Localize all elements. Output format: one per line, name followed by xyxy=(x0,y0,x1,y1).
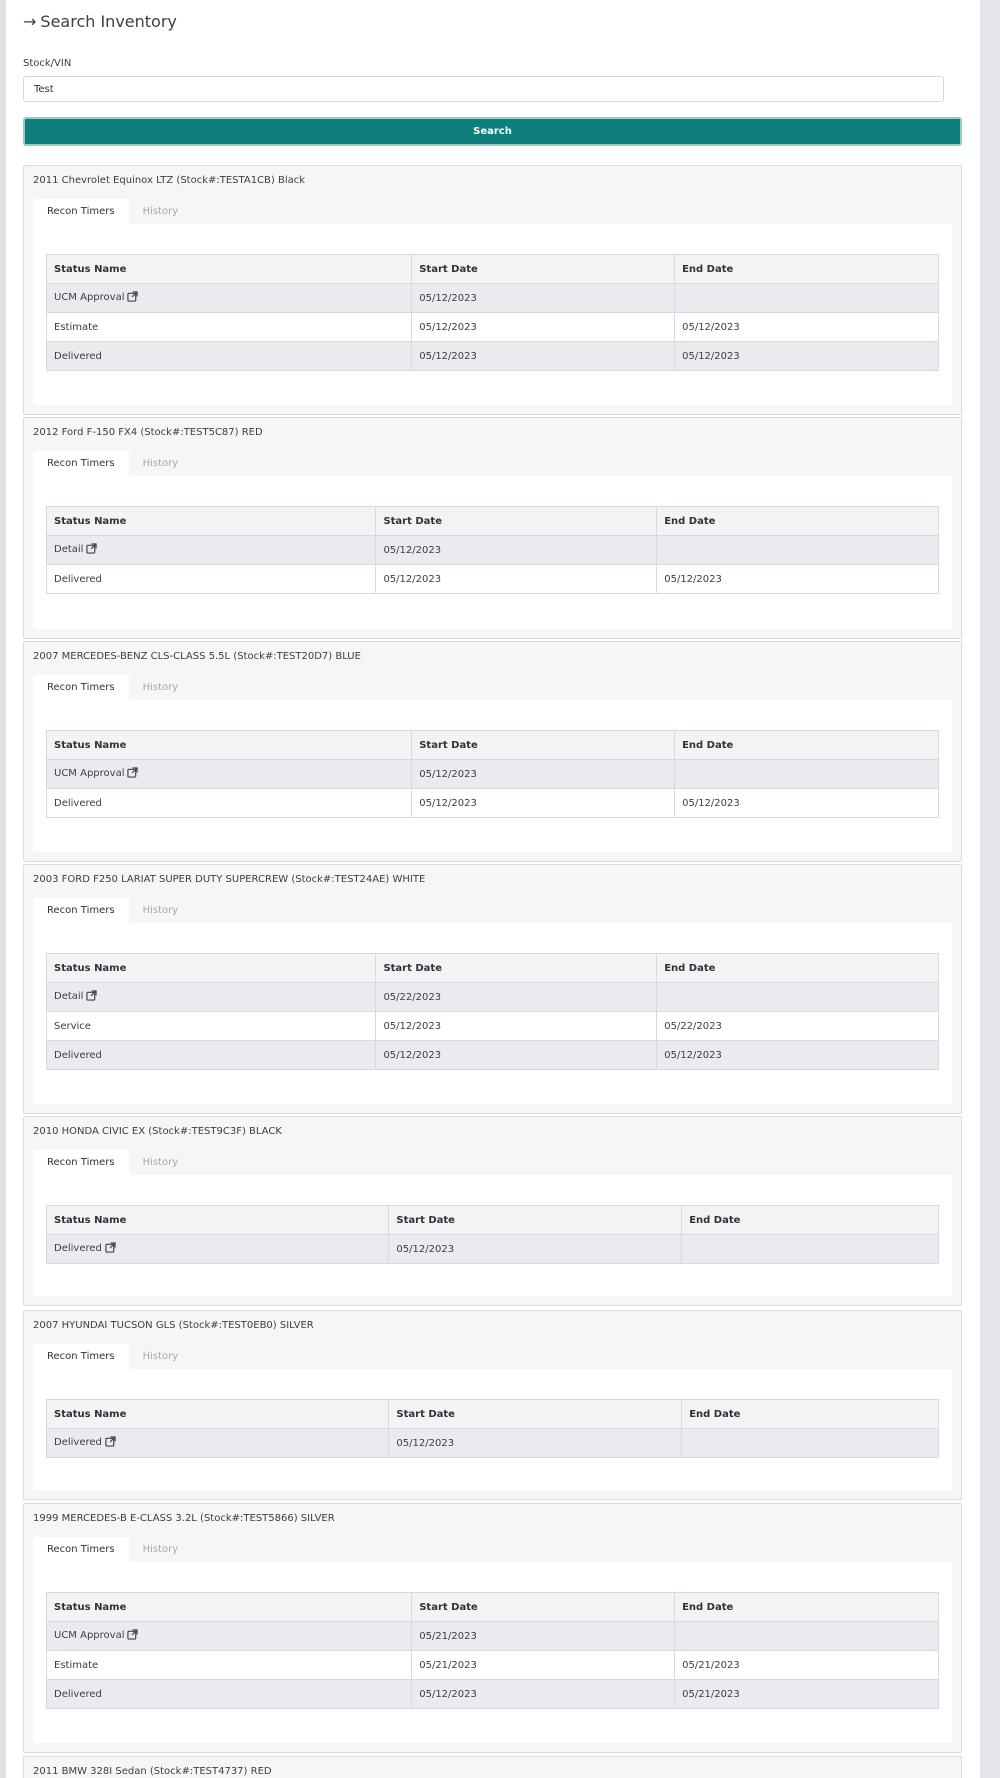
col-end-date: End Date xyxy=(657,954,939,983)
status-name: Delivered xyxy=(54,573,102,585)
table-row xyxy=(47,1680,939,1709)
vehicle-title: 1999 MERCEDES-B E-CLASS 3.2L (Stock#:TEST5866) SILVER xyxy=(33,1513,335,1524)
right-scrollbar-track[interactable] xyxy=(980,0,1000,1778)
table-row xyxy=(47,565,939,594)
recon-timers-pane xyxy=(33,1369,952,1490)
end-date-cell xyxy=(675,284,939,313)
vehicle-tabs xyxy=(33,1537,192,1562)
status-name: Estimate xyxy=(54,321,99,333)
page-title xyxy=(23,12,177,31)
col-start-date: Start Date xyxy=(412,255,675,284)
end-date-cell xyxy=(657,536,939,565)
start-date-cell: 05/12/2023 xyxy=(412,760,675,789)
vehicle-title: 2007 HYUNDAI TUCSON GLS (Stock#:TEST0EB0) SILVER xyxy=(33,1320,314,1331)
vehicle-title: 2003 FORD F250 LARIAT SUPER DUTY SUPERCREW (Stock#:TEST24AE) WHITE xyxy=(33,874,426,885)
table-row xyxy=(47,1012,939,1041)
end-date-cell: 05/12/2023 xyxy=(657,1041,939,1070)
start-date-cell: 05/12/2023 xyxy=(412,313,675,342)
vehicle-title: 2010 HONDA CIVIC EX (Stock#:TEST9C3F) BLACK xyxy=(33,1126,282,1137)
table-header-row xyxy=(47,1400,939,1429)
recon-timers-table xyxy=(46,730,939,818)
vehicle-tabs xyxy=(33,898,192,923)
status-cell xyxy=(47,1680,412,1709)
table-row xyxy=(47,313,939,342)
status-name[interactable]: UCM Approval xyxy=(54,292,125,303)
vehicle-card xyxy=(23,1116,962,1306)
external-link-icon[interactable] xyxy=(105,1242,116,1256)
start-date-cell: 05/12/2023 xyxy=(412,284,675,313)
status-cell[interactable] xyxy=(47,760,412,789)
status-cell xyxy=(47,1012,376,1041)
arrow-right-icon: → xyxy=(23,12,37,31)
status-name[interactable]: UCM Approval xyxy=(54,768,125,779)
stock-vin-label: Stock/VIN xyxy=(23,58,72,69)
tab-recon-timers[interactable]: Recon Timers xyxy=(33,675,129,700)
status-cell[interactable] xyxy=(47,1429,389,1458)
status-name[interactable]: Detail xyxy=(54,544,84,555)
vehicle-tabs xyxy=(33,675,192,700)
vehicle-card xyxy=(23,1756,962,1778)
table-header-row xyxy=(47,954,939,983)
vehicle-tabs xyxy=(33,199,192,224)
table-header-row xyxy=(47,731,939,760)
tab-history[interactable]: History xyxy=(142,1157,179,1168)
vehicle-tabs xyxy=(33,1150,192,1175)
start-date-cell: 05/12/2023 xyxy=(376,536,657,565)
col-end-date: End Date xyxy=(675,255,939,284)
table-row xyxy=(47,1429,939,1458)
col-start-date: Start Date xyxy=(389,1400,682,1429)
col-status-name: Status Name xyxy=(47,731,412,760)
start-date-cell: 05/12/2023 xyxy=(412,342,675,371)
table-row xyxy=(47,536,939,565)
table-row xyxy=(47,1651,939,1680)
end-date-cell: 05/12/2023 xyxy=(675,313,939,342)
status-cell xyxy=(47,1041,376,1070)
vehicle-card xyxy=(23,165,962,415)
status-cell[interactable] xyxy=(47,284,412,313)
start-date-cell: 05/12/2023 xyxy=(412,789,675,818)
status-name: Service xyxy=(54,1020,91,1032)
table-row xyxy=(47,789,939,818)
table-row xyxy=(47,342,939,371)
vehicle-card xyxy=(23,417,962,639)
start-date-cell: 05/21/2023 xyxy=(412,1651,675,1680)
table-header-row xyxy=(47,1593,939,1622)
end-date-cell xyxy=(657,983,939,1012)
recon-timers-pane xyxy=(33,224,952,405)
external-link-icon[interactable] xyxy=(105,1436,116,1450)
tab-recon-timers[interactable]: Recon Timers xyxy=(33,898,129,923)
end-date-cell xyxy=(675,1622,939,1651)
status-name: Delivered xyxy=(54,350,102,362)
table-header-row xyxy=(47,1206,939,1235)
table-row xyxy=(47,983,939,1012)
tab-history[interactable]: History xyxy=(142,1544,179,1555)
tab-recon-timers[interactable]: Recon Timers xyxy=(33,1150,129,1175)
table-row xyxy=(47,1041,939,1070)
start-date-cell: 05/22/2023 xyxy=(376,983,657,1012)
col-start-date: Start Date xyxy=(412,731,675,760)
end-date-cell: 05/12/2023 xyxy=(657,565,939,594)
vehicle-card xyxy=(23,641,962,862)
col-status-name: Status Name xyxy=(47,1400,389,1429)
vehicle-title: 2011 Chevrolet Equinox LTZ (Stock#:TESTA1CB) Black xyxy=(33,175,306,186)
external-link-icon[interactable] xyxy=(86,543,97,557)
status-name: Estimate xyxy=(54,1659,99,1671)
col-end-date: End Date xyxy=(657,507,939,536)
tab-recon-timers[interactable]: Recon Timers xyxy=(33,1344,129,1369)
status-cell[interactable] xyxy=(47,1622,412,1651)
vehicle-title: 2012 Ford F-150 FX4 (Stock#:TEST5C87) RED xyxy=(33,427,263,438)
recon-timers-table xyxy=(46,254,939,371)
tab-recon-timers[interactable]: Recon Timers xyxy=(33,451,129,476)
status-cell[interactable] xyxy=(47,536,376,565)
external-link-icon[interactable] xyxy=(86,990,97,1004)
recon-timers-pane xyxy=(33,1175,952,1296)
table-row xyxy=(47,1622,939,1651)
vehicle-title: 2007 MERCEDES-BENZ CLS-CLASS 5.5L (Stock#:TEST20D7) BLUE xyxy=(33,651,361,662)
stock-vin-input[interactable] xyxy=(23,76,944,102)
tab-history[interactable]: History xyxy=(142,905,179,916)
recon-timers-pane xyxy=(33,1562,952,1743)
status-cell[interactable] xyxy=(47,1235,389,1264)
vehicle-card xyxy=(23,1310,962,1500)
col-status-name: Status Name xyxy=(47,507,376,536)
status-cell xyxy=(47,1651,412,1680)
col-end-date: End Date xyxy=(675,731,939,760)
status-name[interactable]: Delivered xyxy=(54,1437,102,1448)
end-date-cell: 05/21/2023 xyxy=(675,1651,939,1680)
search-button[interactable]: Search xyxy=(23,117,962,146)
end-date-cell xyxy=(682,1235,939,1264)
start-date-cell: 05/12/2023 xyxy=(389,1235,682,1264)
col-end-date: End Date xyxy=(675,1593,939,1622)
status-name: Delivered xyxy=(54,797,102,809)
recon-timers-table xyxy=(46,1592,939,1709)
vehicle-card xyxy=(23,864,962,1114)
status-cell xyxy=(47,789,412,818)
end-date-cell xyxy=(682,1429,939,1458)
status-cell xyxy=(47,342,412,371)
recon-timers-table xyxy=(46,1399,939,1458)
recon-timers-pane xyxy=(33,923,952,1104)
external-link-icon[interactable] xyxy=(127,767,138,781)
tab-history[interactable]: History xyxy=(142,1351,179,1362)
end-date-cell: 05/12/2023 xyxy=(675,789,939,818)
end-date-cell: 05/22/2023 xyxy=(657,1012,939,1041)
search-inventory-panel xyxy=(6,0,980,1778)
table-row xyxy=(47,1235,939,1264)
tab-history[interactable]: History xyxy=(142,458,179,469)
col-end-date: End Date xyxy=(682,1206,939,1235)
tab-recon-timers[interactable]: Recon Timers xyxy=(33,199,129,224)
start-date-cell: 05/12/2023 xyxy=(376,1012,657,1041)
recon-timers-table xyxy=(46,506,939,594)
table-row xyxy=(47,284,939,313)
vehicle-title: 2011 BMW 328I Sedan (Stock#:TEST4737) RED xyxy=(33,1766,272,1777)
tab-history[interactable]: History xyxy=(142,682,179,693)
status-cell[interactable] xyxy=(47,983,376,1012)
col-status-name: Status Name xyxy=(47,1206,389,1235)
start-date-cell: 05/12/2023 xyxy=(376,1041,657,1070)
status-name: Delivered xyxy=(54,1049,102,1061)
end-date-cell: 05/12/2023 xyxy=(675,342,939,371)
recon-timers-table xyxy=(46,1205,939,1264)
status-cell xyxy=(47,565,376,594)
col-status-name: Status Name xyxy=(47,954,376,983)
end-date-cell xyxy=(675,760,939,789)
col-start-date: Start Date xyxy=(389,1206,682,1235)
col-start-date: Start Date xyxy=(376,507,657,536)
col-status-name: Status Name xyxy=(47,255,412,284)
table-row xyxy=(47,760,939,789)
status-name: Delivered xyxy=(54,1688,102,1700)
status-name[interactable]: Detail xyxy=(54,991,84,1002)
start-date-cell: 05/21/2023 xyxy=(412,1622,675,1651)
page-title-text: Search Inventory xyxy=(40,12,177,31)
vehicle-tabs xyxy=(33,451,192,476)
tab-history[interactable]: History xyxy=(142,206,179,217)
start-date-cell: 05/12/2023 xyxy=(376,565,657,594)
tab-recon-timers[interactable]: Recon Timers xyxy=(33,1537,129,1562)
table-header-row xyxy=(47,507,939,536)
external-link-icon[interactable] xyxy=(127,291,138,305)
end-date-cell: 05/21/2023 xyxy=(675,1680,939,1709)
recon-timers-pane xyxy=(33,700,952,852)
col-end-date: End Date xyxy=(682,1400,939,1429)
table-header-row xyxy=(47,255,939,284)
col-start-date: Start Date xyxy=(412,1593,675,1622)
vehicle-card xyxy=(23,1503,962,1753)
col-start-date: Start Date xyxy=(376,954,657,983)
status-cell xyxy=(47,313,412,342)
vehicle-tabs xyxy=(33,1344,192,1369)
status-name[interactable]: UCM Approval xyxy=(54,1630,125,1641)
recon-timers-pane xyxy=(33,476,952,629)
recon-timers-table xyxy=(46,953,939,1070)
external-link-icon[interactable] xyxy=(127,1629,138,1643)
start-date-cell: 05/12/2023 xyxy=(412,1680,675,1709)
start-date-cell: 05/12/2023 xyxy=(389,1429,682,1458)
col-status-name: Status Name xyxy=(47,1593,412,1622)
status-name[interactable]: Delivered xyxy=(54,1243,102,1254)
